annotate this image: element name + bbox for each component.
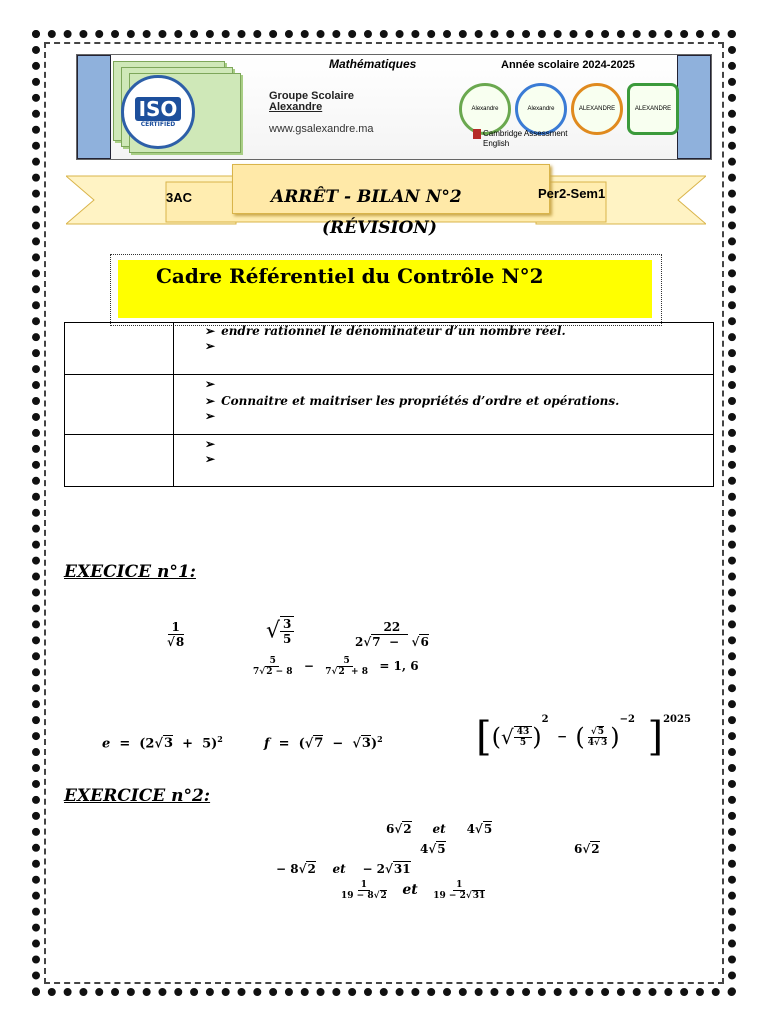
table-row	[65, 323, 714, 375]
table-cell-label	[65, 435, 174, 487]
table-cell-items	[174, 323, 714, 375]
framework-box	[118, 260, 652, 318]
cambridge-shield-icon	[473, 129, 481, 139]
logo-alexandre-college: Alexandre	[515, 83, 567, 135]
iso-certified: CERTIFIED	[140, 120, 176, 128]
expr-e: $e = (2√3 + 5)^2$	[102, 734, 223, 752]
table-cell-items	[174, 435, 714, 487]
table-cell-label	[65, 323, 174, 375]
list-item: ➢ Connaitre et maitriser les propriétés d’ordre et opérations.	[175, 394, 712, 409]
table-cell-items	[174, 375, 714, 435]
banner-right-bar	[677, 55, 711, 159]
list-item	[175, 437, 712, 452]
expr-sqrt-3-over-5: √ $\frac{3}{5}$	[266, 616, 294, 646]
logo-alexandre-junior: Alexandre	[459, 83, 511, 135]
table-row	[65, 375, 714, 435]
ribbon-period: Per2-Sem1	[538, 186, 606, 201]
school-name: Groupe Scolaire Alexandre	[269, 90, 354, 113]
expr-equation: $\frac{5}{7√2 - 8}$ − $\frac{5}{7√2 + 8}$ = 1, 6	[253, 656, 419, 677]
exercise1-title: EXECICE n°1:	[64, 562, 196, 582]
iso-text: ISO	[135, 97, 182, 121]
cambridge-logo: Cambridge Assessment English	[473, 129, 567, 148]
table-cell-label	[65, 375, 174, 435]
ex2-6sqrt2: 6√2	[574, 842, 600, 856]
list-item	[175, 452, 712, 467]
school-year: Année scolaire 2024-2025	[501, 59, 635, 71]
ex2-fractions: $\frac{1}{19 - 8√2}$ et $\frac{1}{19 - 2√31}$	[341, 880, 486, 901]
ex2-line1: 6√2 et 4√5	[386, 822, 493, 836]
partner-logos	[459, 83, 679, 135]
iso-logo	[113, 61, 253, 153]
ribbon-level: 3AC	[166, 190, 193, 205]
list-item: ➢ endre rationnel le dénominateur d’un nombre réel.	[175, 324, 712, 339]
expr-bracket: [(√ $\frac{43}{5}$ )$^2$ − ( $\frac{√5}{4√3}$ )$^{-2}$ ]$^{2025}$	[476, 714, 691, 760]
header-banner	[76, 54, 712, 160]
subject: Mathématiques	[329, 57, 417, 71]
list-item	[175, 409, 712, 424]
list-item	[175, 377, 712, 392]
exercise2-title: EXERCICE n°2:	[64, 786, 211, 806]
logo-alexandre-lycee: ALEXANDRE	[571, 83, 623, 135]
expr-f: $f = (√7 - √3)^2$	[264, 734, 383, 752]
list-item	[175, 339, 712, 354]
expr-1-over-sqrt8: $\frac{1}{√8}$	[167, 620, 185, 649]
logo-alexandre-campus: ALEXANDRE	[627, 83, 679, 135]
table-row	[65, 435, 714, 487]
ribbon-title-box	[232, 164, 550, 214]
ribbon-title: ARRÊT - BILAN N°2	[271, 187, 462, 207]
expr-22-over: $\frac{22}{2√7 - √6}$	[355, 620, 429, 649]
ex2-line3: − 8√2 et − 2√31	[276, 862, 411, 876]
framework-title: Cadre Référentiel du Contrôle N°2	[156, 264, 544, 288]
school-website: www.gsalexandre.ma	[269, 123, 374, 135]
ribbon-subtitle: (RÉVISION)	[322, 218, 437, 238]
ex2-4sqrt5: 4√5	[420, 842, 446, 856]
banner-left-bar	[77, 55, 111, 159]
framework-table	[64, 322, 714, 487]
